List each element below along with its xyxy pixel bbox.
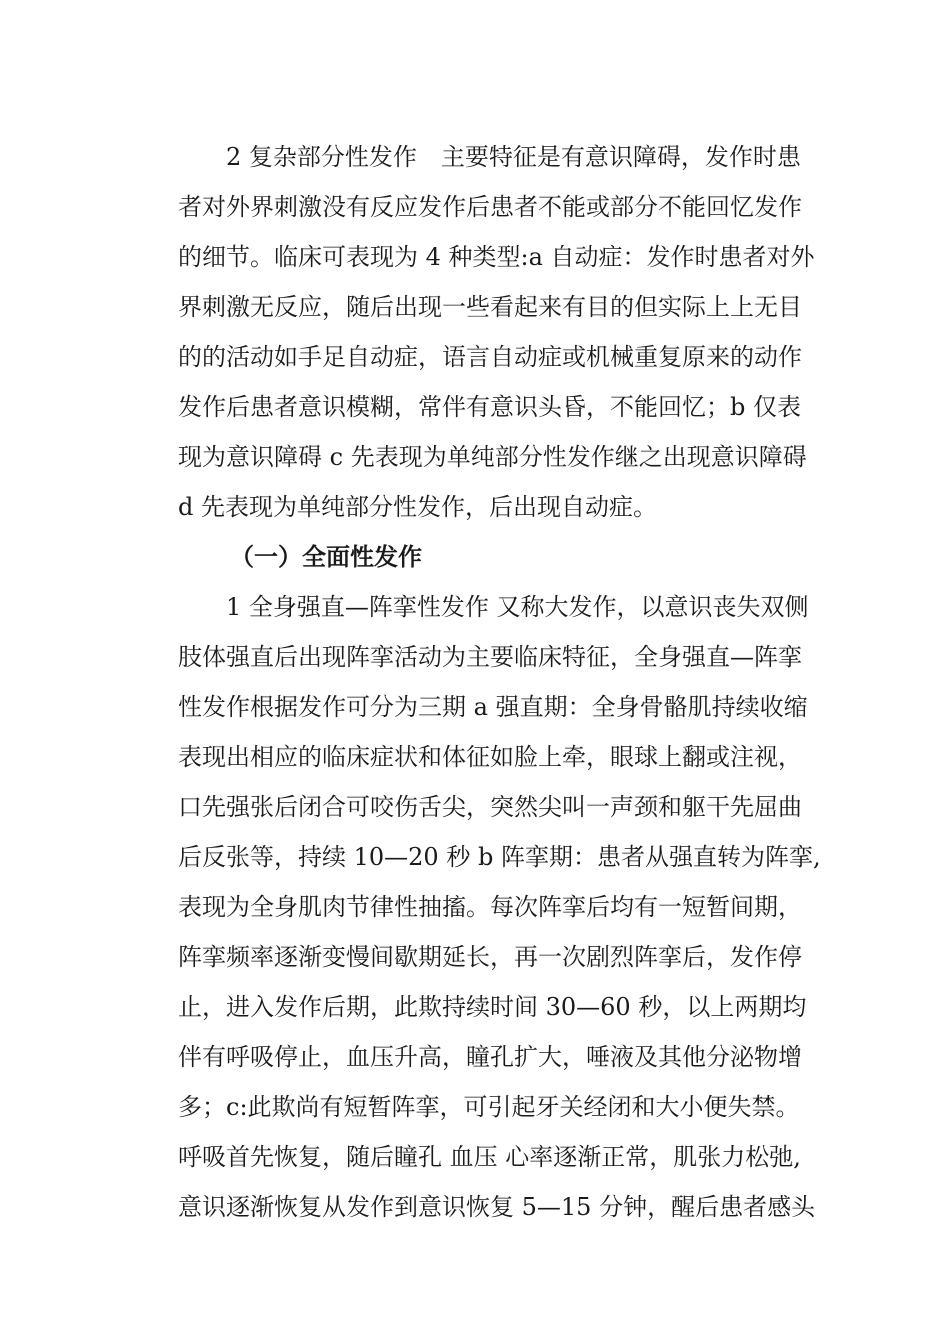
- document-body: [178, 132, 821, 1232]
- paragraph-tonic-clonic-line-10: 伴有呼吸停止，血压升高，瞳孔扩大，唾液及其他分泌物增: [178, 1043, 802, 1071]
- paragraph-complex-partial-seizure-line-8: d 先表现为单纯部分性发作，后出现自动症。: [178, 493, 657, 521]
- paragraph-complex-partial-seizure-line-4: 界刺激无反应，随后出现一些看起来有目的但实际上上无目: [178, 293, 802, 321]
- paragraph-tonic-clonic-line-12: 呼吸首先恢复，随后瞳孔 血压 心率逐渐正常，肌张力松弛,: [178, 1143, 801, 1171]
- paragraph-complex-partial-seizure-line-5: 的的活动如手足自动症，语言自动症或机械重复原来的动作: [178, 343, 802, 371]
- paragraph-complex-partial-seizure-line-7: 现为意识障碍 c 先表现为单纯部分性发作继之出现意识障碍: [178, 443, 807, 471]
- section-heading-generalized-seizure: （一）全面性发作: [230, 542, 422, 571]
- paragraph-complex-partial-seizure-line-6: 发作后患者意识模糊，常伴有意识头昏，不能回忆；b 仅表: [178, 393, 801, 421]
- paragraph-tonic-clonic-line-3: 性发作根据发作可分为三期 a 强直期：全身骨骼肌持续收缩: [178, 693, 808, 721]
- paragraph-tonic-clonic-line-9: 止，进入发作后期，此欺持续时间 30—60 秒，以上两期均: [178, 993, 807, 1021]
- paragraph-complex-partial-seizure-line-1: 2 复杂部分性发作 主要特征是有意识障碍，发作时患: [226, 143, 801, 171]
- paragraph-complex-partial-seizure-line-3: 的细节。临床可表现为 4 种类型:a 自动症：发作时患者对外: [178, 243, 815, 271]
- paragraph-tonic-clonic-line-11: 多；c:此欺尚有短暂阵挛，可引起牙关经闭和大小便失禁。: [178, 1093, 800, 1121]
- paragraph-tonic-clonic-line-7: 表现为全身肌肉节律性抽搐。每次阵挛后均有一短暂间期，: [178, 893, 802, 921]
- paragraph-tonic-clonic-line-2: 肢体强直后出现阵挛活动为主要临床特征，全身强直—阵挛: [178, 643, 802, 671]
- paragraph-tonic-clonic-line-8: 阵挛频率逐渐变慢间歇期延长，再一次剧烈阵挛后，发作停: [178, 943, 802, 971]
- paragraph-complex-partial-seizure-line-2: 者对外界刺激没有反应发作后患者不能或部分不能回忆发作: [178, 193, 802, 221]
- paragraph-tonic-clonic-line-5: 口先强张后闭合可咬伤舌尖，突然尖叫一声颈和躯干先屈曲: [178, 793, 802, 821]
- paragraph-tonic-clonic-line-1: 1 全身强直—阵挛性发作 又称大发作，以意识丧失双侧: [226, 593, 809, 621]
- paragraph-tonic-clonic-line-6: 后反张等，持续 10—20 秒 b 阵挛期：患者从强直转为阵挛,: [178, 843, 821, 871]
- paragraph-tonic-clonic-line-4: 表现出相应的临床症状和体征如脸上牵，眼球上翻或注视，: [178, 743, 802, 771]
- paragraph-tonic-clonic-line-13: 意识逐渐恢复从发作到意识恢复 5—15 分钟，醒后患者感头: [178, 1193, 816, 1221]
